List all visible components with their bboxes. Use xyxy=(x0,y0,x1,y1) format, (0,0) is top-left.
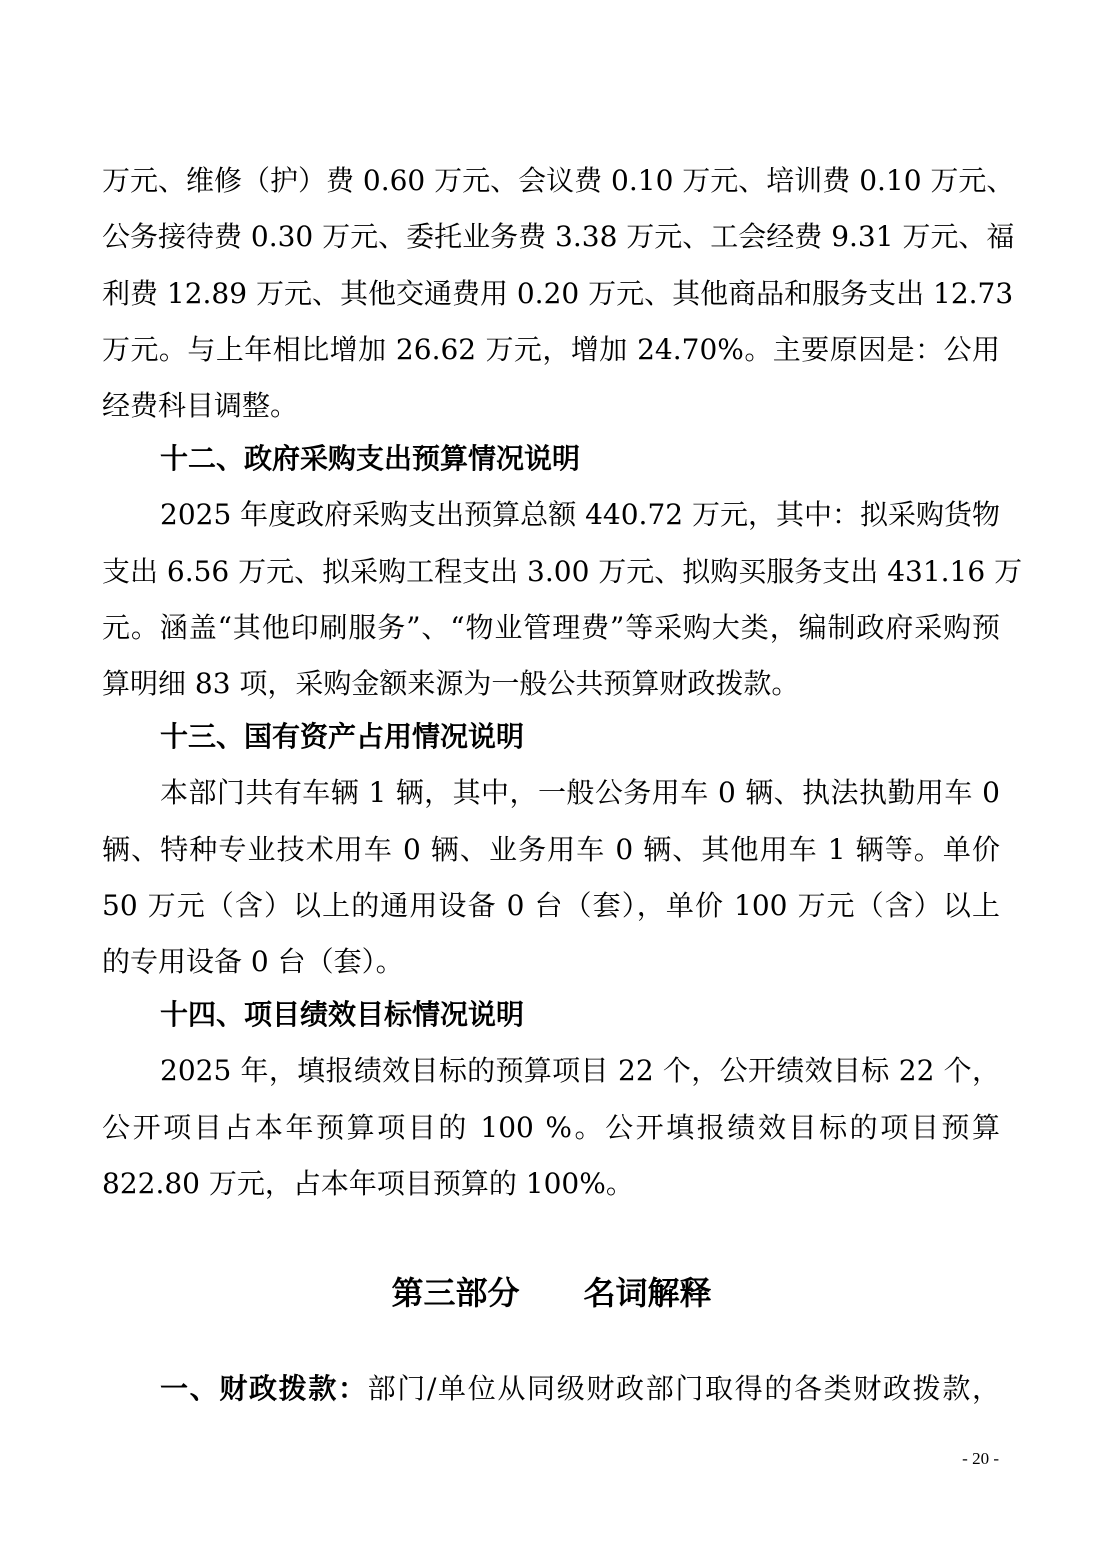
paragraph-line: 算明细 83 项，采购金额来源为一般公共预算财政拨款。 xyxy=(102,667,800,700)
paragraph-line: 本部门共有车辆 1 辆，其中，一般公务用车 0 辆、执法执勤用车 0 xyxy=(160,776,1000,809)
paragraph-line: 2025 年度政府采购支出预算总额 440.72 万元，其中：拟采购货物 xyxy=(160,498,1000,531)
page-number: - 20 - xyxy=(962,1449,999,1468)
paragraph-line: 公务接待费 0.30 万元、委托业务费 3.38 万元、工会经费 9.31 万元、福 xyxy=(102,220,1015,253)
section-heading-12: 十二、政府采购支出预算情况说明 xyxy=(160,442,581,475)
paragraph-line: 万元。与上年相比增加 26.62 万元，增加 24.70%。主要原因是：公用 xyxy=(102,333,1000,366)
paragraph-line: 2025 年，填报绩效目标的预算项目 22 个，公开绩效目标 22 个， xyxy=(160,1054,1000,1087)
section-heading-13: 十三、国有资产占用情况说明 xyxy=(160,720,525,753)
paragraph-line: 公开项目占本年预算项目的 100 %。公开填报绩效目标的项目预算 xyxy=(102,1111,1000,1144)
part-title: 第三部分 名词解释 xyxy=(391,1274,712,1312)
section-heading-14: 十四、项目绩效目标情况说明 xyxy=(160,998,525,1031)
paragraph-line: 辆、特种专业技术用车 0 辆、业务用车 0 辆、其他用车 1 辆等。单价 xyxy=(102,833,1000,866)
paragraph-line: 的专用设备 0 台（套）。 xyxy=(102,945,404,978)
paragraph-line: 利费 12.89 万元、其他交通费用 0.20 万元、其他商品和服务支出 12.73 xyxy=(102,277,1014,310)
paragraph-line: 822.80 万元，占本年项目预算的 100%。 xyxy=(102,1167,634,1200)
term-definition-line xyxy=(160,1371,1000,1407)
paragraph-line: 支出 6.56 万元、拟采购工程支出 3.00 万元、拟购买服务支出 431.16 万 xyxy=(102,555,1023,588)
paragraph-line: 经费科目调整。 xyxy=(102,389,299,422)
term-name: 一、财政拨款： xyxy=(160,1372,368,1405)
paragraph-line: 50 万元（含）以上的通用设备 0 台（套），单价 100 万元（含）以上 xyxy=(102,889,1000,922)
paragraph-line: 万元、维修（护）费 0.60 万元、会议费 0.10 万元、培训费 0.10 万元、 xyxy=(102,164,1015,197)
paragraph-line: 元。涵盖“其他印刷服务”、“物业管理费”等采购大类，编制政府采购预 xyxy=(102,611,1000,644)
term-text: 部门/单位从同级财政部门取得的各类财政拨款， xyxy=(367,1372,1000,1405)
